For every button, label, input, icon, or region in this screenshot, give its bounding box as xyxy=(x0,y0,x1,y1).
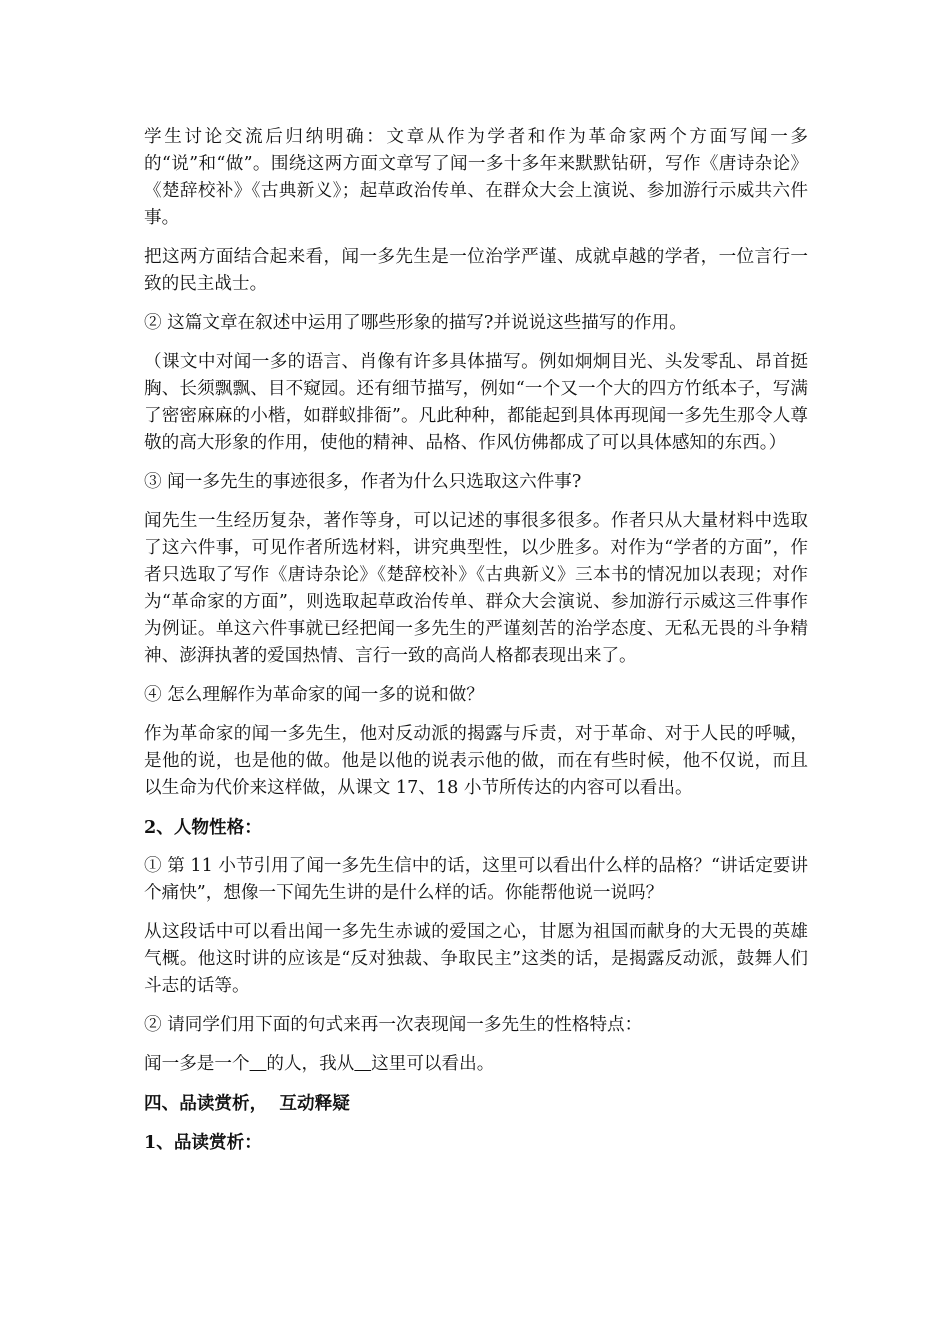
section-heading-appreciation: 四、品读赏析， 互动释疑 xyxy=(144,1093,350,1114)
blank-2 xyxy=(354,1054,371,1074)
document-page xyxy=(144,124,808,1168)
question-3: ③ 闻一多先生的事迹很多，作者为什么只选取这六件事? xyxy=(144,472,582,492)
question-5: ① 第 11 小节引用了闻一多先生信中的话，这里可以看出什么样的品格？“讲话定要讲个痛快”，想像一下闻先生讲的是什么样的话。你能帮他说一说吗？ xyxy=(144,856,808,903)
question-2: ② 这篇文章在叙述中运用了哪些形象的描写?并说说这些描写的作用。 xyxy=(144,313,687,333)
fill-part-3: 这里可以看出。 xyxy=(371,1054,495,1074)
answer-5: 从这段话中可以看出闻一多先生赤诚的爱国之心，甘愿为祖国而献身的大无畏的英雄气概。他这时讲的应该是“反对独裁、争取民主”这类的话，是揭露反动派，鼓舞人们斗志的话等。 xyxy=(144,922,808,996)
answer-3: 闻先生一生经历复杂，著作等身，可以记述的事很多很多。作者只从大量材料中选取了这六件事，可见作者所选材料，讲究典型性，以少胜多。对作为“学者的方面”，作者只选取了写作《唐诗杂论》《楚辞校补》《古典新义》三本书的情况加以表现；对作为“革命家的方面”，则选取起草政治传单、群众大会演说、参加游行示威这三件事作为例证。单这六件事就已经把闻一多先生的严谨刻苦的治学态度、无私无畏的斗争精神、澎湃执著的爱国热情、言行一致的高尚人格都表现出来了。 xyxy=(144,511,808,666)
fill-part-1: 闻一多是一个 xyxy=(144,1054,250,1074)
paragraph-summary: 学生讨论交流后归纳明确：文章从作为学者和作为革命家两个方面写闻一多的“说”和“做”。围绕这两方面文章写了闻一多十多年来默默钻研，写作《唐诗杂论》《楚辞校补》《古典新义》；起草政治传单、在群众大会上演说、参加游行示威共六件事。 xyxy=(144,127,808,228)
question-4: ④ 怎么理解作为革命家的闻一多的说和做？ xyxy=(144,685,484,705)
section-heading-character: 2、人物性格： xyxy=(144,817,262,838)
blank-1 xyxy=(250,1054,267,1074)
subsection-heading-appreciation: 1、品读赏析： xyxy=(144,1132,262,1153)
fill-in-sentence xyxy=(144,1051,808,1078)
question-6: ② 请同学们用下面的句式来再一次表现闻一多先生的性格特点： xyxy=(144,1015,643,1035)
fill-part-2: 的人，我从 xyxy=(266,1054,355,1074)
answer-4: 作为革命家的闻一多先生，他对反动派的揭露与斥责，对于革命、对于人民的呼喊，是他的说，也是他的做。他是以他的说表示他的做，而在有些时候，他不仅说，而且以生命为代价来这样做，从课文 17、18 小节所传达的内容可以看出。 xyxy=(144,724,808,798)
paragraph-conclusion: 把这两方面结合起来看，闻一多先生是一位治学严谨、成就卓越的学者，一位言行一致的民主战士。 xyxy=(144,247,808,294)
answer-2: （课文中对闻一多的语言、肖像有许多具体描写。例如炯炯目光、头发零乱、昂首挺胸、长须飘飘、目不窥园。还有细节描写，例如“一个又一个大的四方竹纸本子，写满了密密麻麻的小楷，如群蚁排衙”。凡此种种，都能起到具体再现闻一多先生那令人尊敬的高大形象的作用，使他的精神、品格、作风仿佛都成了可以具体感知的东西。） xyxy=(144,352,808,453)
